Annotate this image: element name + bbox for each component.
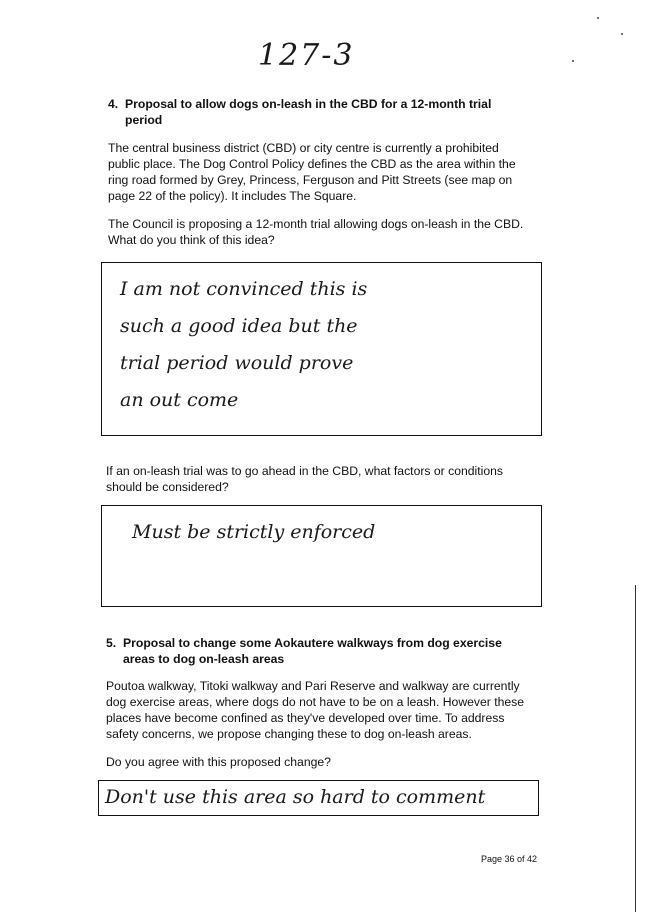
q4-answer2-text: Must be strictly enforced	[132, 521, 376, 543]
q4-answer1-line: such a good idea but the	[120, 315, 358, 337]
q5-question: Do you agree with this proposed change?	[106, 755, 331, 769]
q5-intro-line: safety concerns, we propose changing these to dog on-leash areas.	[106, 727, 472, 741]
q4-intro-line: page 22 of the policy). It includes The Square.	[108, 189, 357, 203]
scan-speck	[572, 60, 574, 62]
q4-answer1-line: an out come	[120, 389, 239, 411]
scan-speck	[621, 33, 623, 35]
q4-title-line2: period	[125, 113, 163, 127]
q4-intro-line: The central business district (CBD) or city centre is currently a prohibited	[108, 141, 499, 155]
q5-intro-line: places have become confined as they've developed over time. To address	[106, 711, 505, 725]
q4-question2	[106, 463, 576, 495]
q4-title-line1: Proposal to allow dogs on-leash in the CBD for a 12-month trial	[125, 97, 492, 111]
q4-intro-line: public place. The Dog Control Policy defines the CBD as the area within the	[108, 157, 516, 171]
q4-answer1-text	[120, 271, 540, 419]
q4-title	[108, 96, 568, 128]
page-number: Page 36 of 42	[481, 854, 538, 864]
scan-edge-line	[635, 585, 636, 912]
scan-speck	[597, 17, 599, 19]
q5-title	[106, 635, 576, 667]
q4-question1	[108, 216, 578, 248]
q5-answer-box[interactable]	[98, 780, 539, 816]
q4-question2-line: If an on-leash trial was to go ahead in the CBD, what factors or conditions	[106, 464, 503, 478]
q5-intro-line: dog exercise areas, where dogs do not have to be on a leash. However these	[106, 695, 525, 709]
q4-intro	[108, 140, 578, 204]
q4-question1-line: What do you think of this idea?	[108, 233, 275, 247]
q4-question2-line: should be considered?	[106, 480, 229, 494]
q4-answer2-box[interactable]	[101, 505, 542, 607]
q4-answer1-box[interactable]	[101, 262, 542, 436]
q4-number: 4.	[108, 97, 119, 111]
q5-number: 5.	[106, 636, 117, 650]
q5-title-line1: Proposal to change some Aokautere walkways from dog exercise	[123, 636, 502, 650]
q4-question1-line: The Council is proposing a 12-month trial allowing dogs on-leash in the CBD.	[108, 217, 524, 231]
q4-intro-line: ring road formed by Grey, Princess, Ferguson and Pitt Streets (see map on	[108, 173, 513, 187]
q5-intro-line: Poutoa walkway, Titoki walkway and Pari Reserve and walkway are currently	[106, 679, 520, 693]
q4-answer1-line: trial period would prove	[120, 352, 354, 374]
q4-answer1-line: I am not convinced this is	[120, 278, 368, 300]
q5-title-line2: areas to dog on-leash areas	[123, 652, 285, 666]
q5-intro	[106, 678, 576, 742]
handwritten-reference-number: 127-3	[258, 38, 355, 73]
q5-answer-text: Don't use this area so hard to comment	[105, 786, 486, 808]
